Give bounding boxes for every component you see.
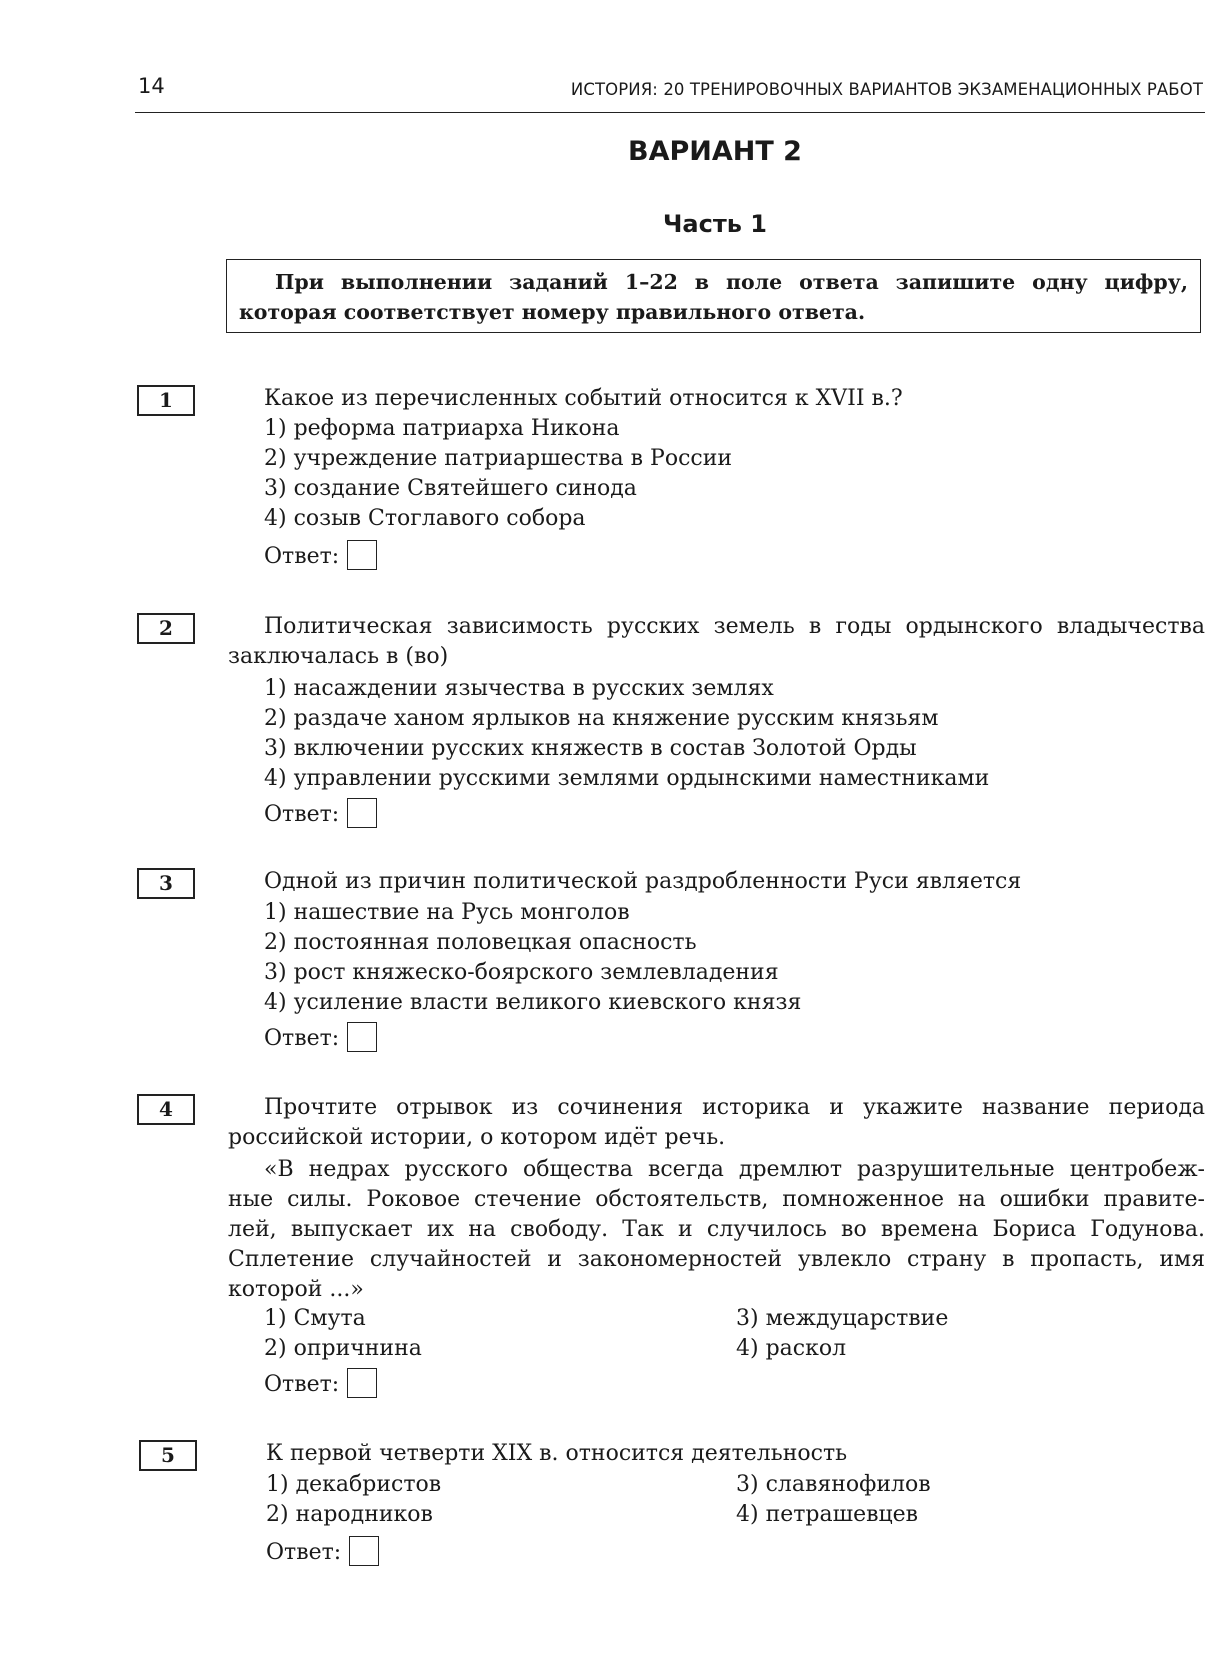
task-option: 4) усиление власти великого киевского князя (264, 990, 802, 1015)
answer-field[interactable] (347, 1022, 377, 1052)
part-title: Часть 1 (663, 210, 767, 238)
task-question-continuation: заключалась в (во) (228, 644, 449, 669)
task-number-box: 1 (137, 385, 195, 416)
task-option: 4) управлении русскими землями ордынскими наместниками (264, 766, 990, 791)
answer-label: Ответ: (264, 802, 340, 827)
task-number-box: 3 (137, 868, 195, 899)
answer-label: Ответ: (266, 1540, 342, 1565)
task-option: 3) славянофилов (736, 1472, 931, 1497)
task-option: 3) рост княжеско-боярского землевладения (264, 960, 779, 985)
header-rule (135, 112, 1205, 113)
instruction-line-1: При выполнении заданий 1–22 в поле ответа запишите одну цифру, (275, 270, 1188, 294)
task-option: 1) декабристов (266, 1472, 442, 1497)
task-option: 2) народников (266, 1502, 433, 1527)
task-option: 4) раскол (736, 1336, 847, 1361)
task-option: 2) опричнина (264, 1336, 422, 1361)
answer-field[interactable] (347, 1368, 377, 1398)
task-option: 3) междуцарствие (736, 1306, 949, 1331)
quote-line: лей, выпускает их на свободу. Так и случилось во времена Бориса Годунова. (228, 1217, 1205, 1242)
quote-line: ные силы. Роковое стечение обстоятельств, помноженное на ошибки правите- (228, 1187, 1205, 1212)
task-question: Прочтите отрывок из сочинения историка и укажите название периода (264, 1095, 1205, 1120)
quote-line: Сплетение случайностей и закономерностей увлекло страну в пропасть, имя (228, 1247, 1205, 1272)
answer-row (264, 542, 377, 572)
task-number-box: 4 (137, 1094, 195, 1125)
instruction-line-2: которая соответствует номеру правильного ответа. (239, 300, 866, 324)
task-option: 4) созыв Стоглавого собора (264, 506, 586, 531)
answer-row (264, 1370, 377, 1400)
task-question: Одной из причин политической раздробленности Руси является (264, 869, 1022, 894)
task-number-box: 5 (139, 1440, 197, 1471)
variant-title: ВАРИАНТ 2 (628, 136, 802, 167)
running-head: ИСТОРИЯ: 20 ТРЕНИРОВОЧНЫХ ВАРИАНТОВ ЭКЗАМЕНАЦИОННЫХ РАБОТ (570, 80, 1203, 99)
answer-label: Ответ: (264, 544, 340, 569)
task-question: Какое из перечисленных событий относится к XVII в.? (264, 386, 903, 411)
task-question: К первой четверти XIX в. относится деятельность (266, 1441, 848, 1466)
answer-field[interactable] (347, 798, 377, 828)
quote-line: которой ...» (228, 1277, 364, 1302)
task-question-continuation: российской истории, о котором идёт речь. (228, 1125, 726, 1150)
answer-label: Ответ: (264, 1026, 340, 1051)
task-option: 1) нашествие на Русь монголов (264, 900, 630, 925)
task-option: 1) реформа патриарха Никона (264, 416, 620, 441)
task-option: 1) Смута (264, 1306, 366, 1331)
task-option: 4) петрашевцев (736, 1502, 919, 1527)
page-number: 14 (138, 74, 165, 98)
answer-field[interactable] (347, 540, 377, 570)
answer-row (264, 1024, 377, 1054)
answer-field[interactable] (349, 1536, 379, 1566)
task-option: 2) раздаче ханом ярлыков на княжение русским князьям (264, 706, 939, 731)
quote-line: «В недрах русского общества всегда дремлют разрушительные центробеж- (264, 1157, 1205, 1182)
task-question: Политическая зависимость русских земель в годы ордынского владычества (264, 614, 1205, 639)
answer-row (264, 800, 377, 830)
instruction-box (226, 259, 1201, 333)
task-option: 2) постоянная половецкая опасность (264, 930, 697, 955)
task-option: 2) учреждение патриаршества в России (264, 446, 733, 471)
task-option: 3) создание Святейшего синода (264, 476, 637, 501)
task-option: 1) насаждении язычества в русских землях (264, 676, 774, 701)
task-number-box: 2 (137, 613, 195, 644)
task-option: 3) включении русских княжеств в состав Золотой Орды (264, 736, 917, 761)
answer-row (266, 1538, 379, 1568)
answer-label: Ответ: (264, 1372, 340, 1397)
